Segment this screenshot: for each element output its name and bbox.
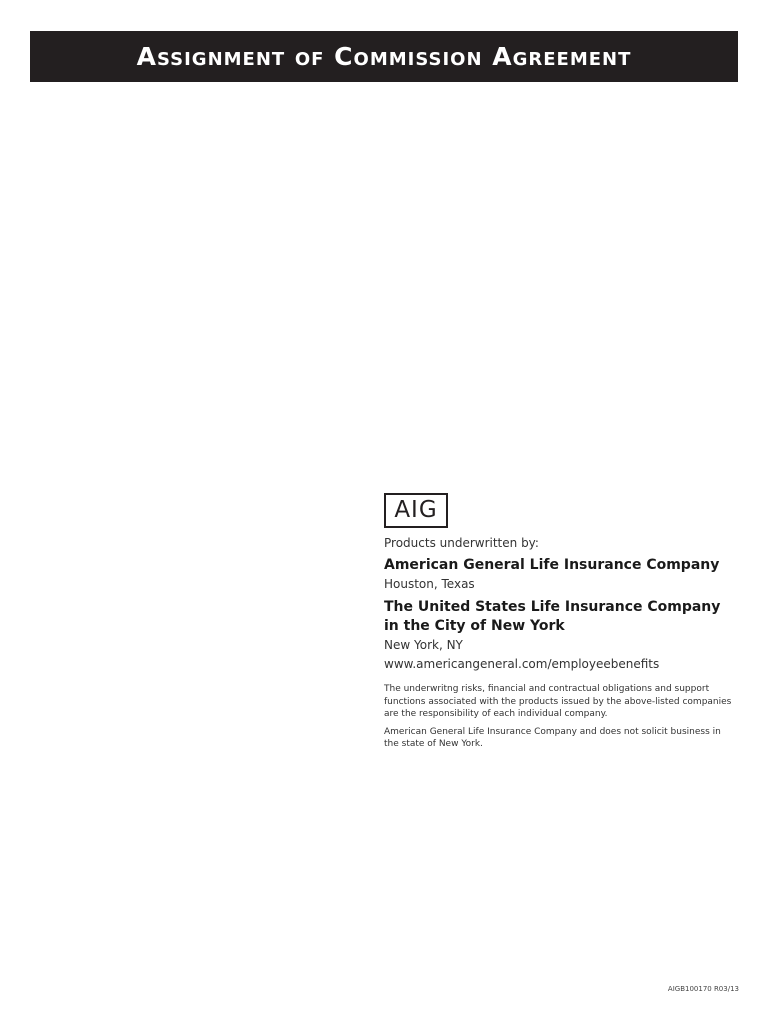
company-name-us-life: The United States Life Insurance Company in the City of New York bbox=[384, 599, 721, 634]
aig-logo: AIG bbox=[384, 493, 448, 528]
company-location-houston: Houston, Texas bbox=[384, 577, 475, 591]
title-bar bbox=[30, 31, 738, 82]
underwritten-by-label: Products underwritten by: bbox=[384, 536, 539, 550]
disclaimer-responsibility: The underwritng risks, financial and contractual obligations and support functions associated with the products issued by the above-listed companies are the responsibility of each individual company. bbox=[384, 684, 732, 720]
company-name-american-general: American General Life Insurance Company bbox=[384, 557, 720, 573]
underwriter-info bbox=[384, 493, 736, 751]
disclaimer-new-york: American General Life Insurance Company and does not solicit business in the state of New York. bbox=[384, 726, 721, 750]
form-code: AIGB100170 R03/13 bbox=[667, 985, 739, 993]
website-url: www.americangeneral.com/employeebenefits bbox=[384, 657, 660, 671]
document-title: Assignment of Commission Agreement bbox=[136, 42, 632, 71]
company-location-new-york: New York, NY bbox=[384, 638, 463, 652]
